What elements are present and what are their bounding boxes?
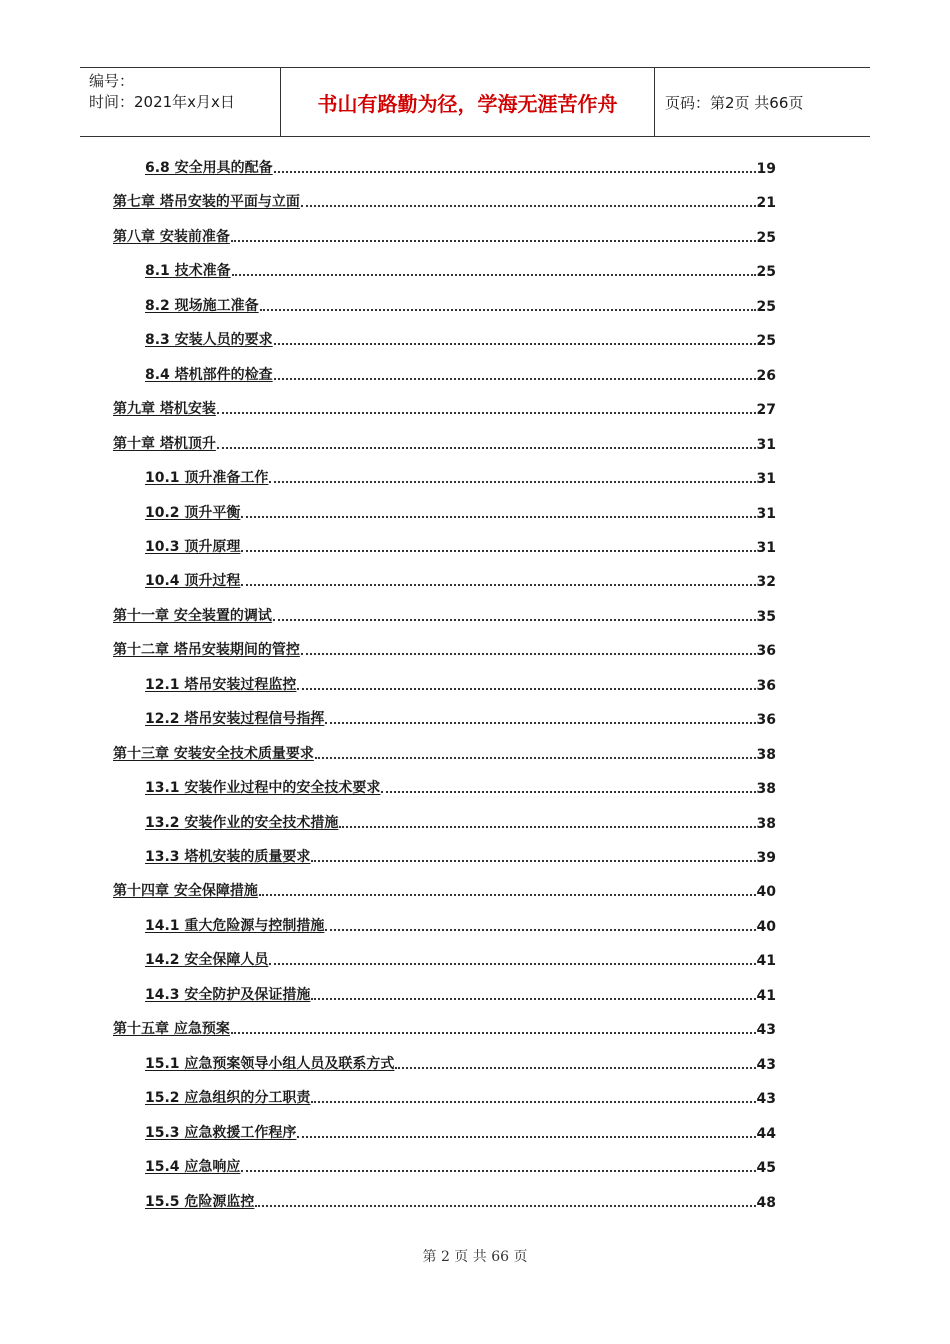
number-label: 编号： (89, 72, 135, 90)
toc-entry[interactable] (145, 568, 776, 590)
toc-leader-dots (217, 412, 756, 414)
toc-entry-page: 25 (756, 333, 776, 350)
toc-leader-dots (395, 1067, 755, 1069)
toc-entry[interactable] (145, 913, 776, 935)
toc-entry-page: 38 (756, 746, 776, 763)
toc-entry-page: 25 (756, 229, 776, 246)
toc-entry-page: 38 (756, 815, 776, 832)
toc-entry-title[interactable]: 10.2 顶升平衡 (145, 504, 241, 521)
toc-entry[interactable] (113, 741, 776, 763)
toc-entry-page: 43 (756, 1056, 776, 1073)
toc-entry-page: 40 (756, 884, 776, 901)
toc-leader-dots (232, 274, 756, 276)
toc-entry-page: 26 (756, 367, 776, 384)
toc-leader-dots (269, 963, 755, 965)
toc-entry-title[interactable]: 第九章 塔机安装 (113, 401, 216, 418)
toc-entry[interactable] (113, 603, 776, 625)
toc-entry[interactable] (113, 637, 776, 659)
toc-leader-dots (311, 1101, 755, 1103)
toc-entry-page: 31 (756, 471, 776, 488)
toc-entry-title[interactable]: 12.2 塔吊安装过程信号指挥 (145, 711, 325, 728)
toc-entry-title[interactable]: 10.1 顶升准备工作 (145, 470, 269, 487)
toc-entry-page: 35 (756, 608, 776, 625)
toc-entry-title[interactable]: 13.3 塔机安装的质量要求 (145, 849, 311, 865)
toc-entry[interactable] (113, 878, 776, 900)
toc-entry-page: 31 (756, 539, 776, 556)
toc-entry[interactable] (145, 362, 776, 384)
toc-entry[interactable] (113, 189, 776, 211)
toc-entry-page: 21 (756, 195, 776, 212)
toc-entry-page: 45 (756, 1160, 776, 1177)
toc-entry[interactable] (145, 293, 776, 315)
toc-leader-dots (259, 894, 756, 896)
toc-entry[interactable] (145, 1189, 776, 1211)
toc-leader-dots (269, 481, 755, 483)
toc-entry[interactable] (145, 1154, 776, 1176)
toc-leader-dots (241, 550, 755, 552)
toc-entry-title[interactable]: 第十章 塔机顶升 (113, 435, 216, 452)
toc-entry-title[interactable]: 6.8 安全用具的配备 (145, 160, 273, 176)
toc-entry-page: 25 (756, 298, 776, 315)
toc-entry[interactable] (145, 810, 776, 832)
toc-entry[interactable] (145, 465, 776, 487)
toc-entry[interactable] (113, 1016, 776, 1038)
toc-entry-title[interactable]: 8.4 塔机部件的检查 (145, 366, 273, 383)
toc-entry-page: 41 (756, 987, 776, 1004)
toc-leader-dots (241, 516, 755, 518)
toc-entry-title[interactable]: 8.1 技术准备 (145, 263, 231, 280)
toc-entry-page: 31 (756, 505, 776, 522)
header-meta (80, 68, 281, 136)
toc-entry[interactable] (145, 327, 776, 349)
toc-entry-title[interactable]: 15.4 应急响应 (145, 1159, 241, 1176)
toc-entry-page: 39 (756, 850, 776, 866)
toc-entry-title[interactable]: 10.3 顶升原理 (145, 538, 241, 555)
toc-leader-dots (381, 791, 755, 793)
toc-entry[interactable] (145, 155, 776, 177)
toc-leader-dots (339, 826, 755, 828)
toc-entry-title[interactable]: 第十一章 安全装置的调试 (113, 607, 272, 624)
toc-leader-dots (297, 688, 755, 690)
toc-entry[interactable] (145, 534, 776, 556)
toc-entry-title[interactable]: 13.2 安装作业的安全技术措施 (145, 814, 339, 831)
toc-entry-title[interactable]: 10.4 顶升过程 (145, 573, 241, 590)
toc-leader-dots (231, 240, 756, 242)
toc-entry-title[interactable]: 14.3 安全防护及保证措施 (145, 986, 311, 1003)
toc-entry[interactable] (145, 672, 776, 694)
toc-entry-page: 27 (756, 402, 776, 419)
time-label: 时间：2021年x月x日 (89, 93, 235, 111)
toc-entry-title[interactable]: 第十二章 塔吊安装期间的管控 (113, 642, 300, 659)
toc-entry-title[interactable]: 第十五章 应急预案 (113, 1021, 230, 1038)
toc-entry-title[interactable]: 15.1 应急预案领导小组人员及联系方式 (145, 1055, 395, 1072)
toc-entry-page: 40 (756, 918, 776, 935)
toc-entry-page: 43 (756, 1091, 776, 1108)
toc-leader-dots (273, 619, 756, 621)
toc-entry[interactable] (145, 844, 776, 866)
toc-entry-title[interactable]: 15.3 应急救援工作程序 (145, 1124, 297, 1141)
toc-leader-dots (297, 1136, 755, 1138)
toc-entry-page: 19 (756, 161, 776, 177)
toc-entry-title[interactable]: 13.1 安装作业过程中的安全技术要求 (145, 780, 381, 797)
toc-entry-page: 36 (756, 677, 776, 694)
toc-leader-dots (241, 584, 755, 586)
toc-entry-page: 32 (756, 574, 776, 591)
toc-entry-title[interactable]: 15.2 应急组织的分工职责 (145, 1090, 311, 1107)
toc-entry-page: 48 (756, 1194, 776, 1211)
toc-leader-dots (325, 929, 755, 931)
page-header (80, 67, 870, 137)
toc-leader-dots (274, 378, 756, 380)
toc-leader-dots (274, 343, 756, 345)
toc-entry-page: 38 (756, 781, 776, 798)
toc-leader-dots (217, 447, 756, 449)
toc-entry-title[interactable]: 第七章 塔吊安装的平面与立面 (113, 194, 300, 211)
toc-entry[interactable] (145, 1051, 776, 1073)
header-page-info: 页码：第2页 共66页 (665, 93, 804, 112)
toc-leader-dots (255, 1205, 755, 1207)
toc-entry-title[interactable]: 8.2 现场施工准备 (145, 297, 259, 314)
toc-leader-dots (301, 205, 756, 207)
toc-leader-dots (325, 722, 755, 724)
toc-entry-page: 44 (756, 1125, 776, 1142)
toc-entry-title[interactable]: 14.2 安全保障人员 (145, 952, 269, 969)
toc-entry[interactable] (113, 431, 776, 453)
toc-leader-dots (311, 860, 755, 862)
toc-entry[interactable] (145, 706, 776, 728)
toc-leader-dots (315, 757, 756, 759)
toc-entry-title[interactable]: 第十三章 安装安全技术质量要求 (113, 745, 314, 762)
toc-entry-page: 36 (756, 712, 776, 729)
toc-entry-page: 31 (756, 436, 776, 453)
toc-entry-title[interactable]: 12.1 塔吊安装过程监控 (145, 676, 297, 693)
toc-leader-dots (301, 653, 756, 655)
toc-entry-title[interactable]: 15.5 危险源监控 (145, 1193, 255, 1210)
toc-entry[interactable] (113, 396, 776, 418)
header-motto: 书山有路勤为径，学海无涯苦作舟 (281, 68, 655, 136)
toc-leader-dots (274, 171, 756, 173)
toc-leader-dots (231, 1032, 756, 1034)
toc-entry[interactable] (145, 258, 776, 280)
toc-entry[interactable] (145, 775, 776, 797)
toc-entry-page: 36 (756, 643, 776, 660)
toc-entry-title[interactable]: 8.3 安装人员的要求 (145, 332, 273, 349)
toc-leader-dots (241, 1170, 755, 1172)
toc-entry[interactable] (145, 500, 776, 522)
toc-entry[interactable] (145, 947, 776, 969)
toc-entry-title[interactable]: 第十四章 安全保障措施 (113, 883, 258, 900)
toc-entry[interactable] (145, 982, 776, 1004)
toc-leader-dots (260, 309, 756, 311)
toc-entry-title[interactable]: 第八章 安装前准备 (113, 228, 230, 245)
page-footer: 第 2 页 共 66 页 (422, 1249, 528, 1265)
toc-entry-page: 41 (756, 953, 776, 970)
toc-leader-dots (311, 998, 755, 1000)
toc-entry[interactable] (113, 224, 776, 246)
toc-entry-title[interactable]: 14.1 重大危险源与控制措施 (145, 917, 325, 934)
toc-entry-page: 25 (756, 264, 776, 281)
toc-entry[interactable] (145, 1120, 776, 1142)
toc-entry-page: 43 (756, 1022, 776, 1039)
toc-entry[interactable] (145, 1085, 776, 1107)
